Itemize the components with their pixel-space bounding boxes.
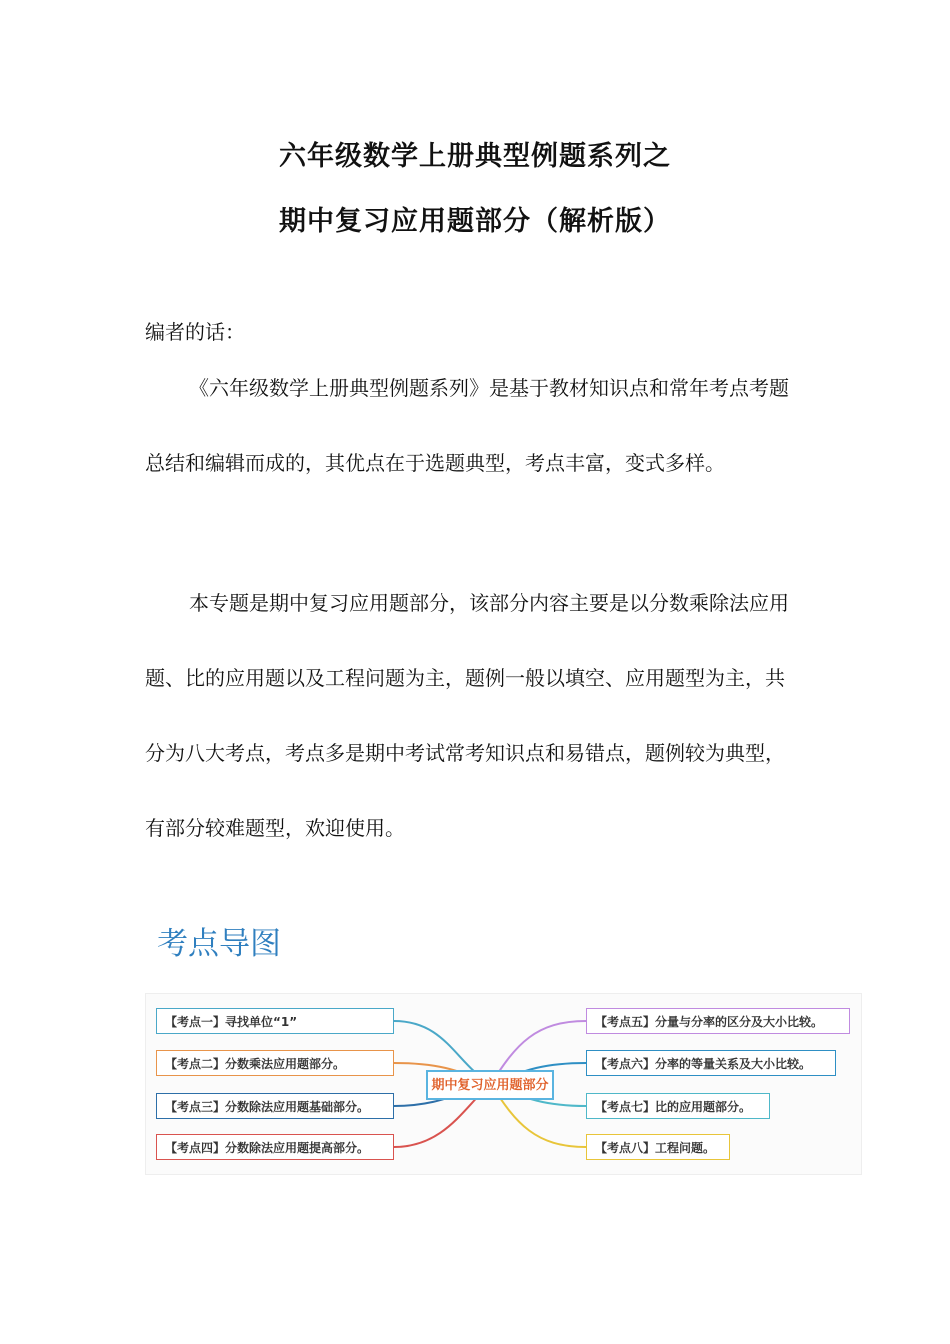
document-title-line2: 期中复习应用题部分（解析版） bbox=[279, 206, 671, 237]
mindmap-node-1: 【考点一】寻找单位“1” bbox=[156, 1008, 394, 1034]
mindmap-node-6: 【考点六】分率的等量关系及大小比较。 bbox=[586, 1050, 836, 1076]
document-title-line1: 六年级数学上册典型例题系列之 bbox=[279, 141, 671, 172]
mindmap-center-node: 期中复习应用题部分 bbox=[426, 1070, 554, 1100]
editor-label: 编者的话： bbox=[145, 320, 245, 344]
mindmap-node-5: 【考点五】分量与分率的区分及大小比较。 bbox=[586, 1008, 850, 1034]
mindmap-heading: 考点导图 bbox=[157, 926, 281, 962]
mindmap-node-4: 【考点四】分数除法应用题提高部分。 bbox=[156, 1134, 394, 1160]
intro-paragraph-2 bbox=[145, 566, 795, 866]
intro-paragraph-2-text: 本专题是期中复习应用题部分，该部分内容主要是以分数乘除法应用题、比的应用题以及工程问题为主，题例一般以填空、应用题型为主，共分为八大考点，考点多是期中考试常考知识点和易错点，题例较为典型，有部分较难题型，欢迎使用。 bbox=[145, 591, 789, 840]
mindmap-node-2: 【考点二】分数乘法应用题部分。 bbox=[156, 1050, 394, 1076]
mindmap-node-8: 【考点八】工程问题。 bbox=[586, 1134, 730, 1160]
mindmap-node-3: 【考点三】分数除法应用题基础部分。 bbox=[156, 1093, 394, 1119]
mindmap-figure bbox=[145, 993, 862, 1175]
intro-paragraph-1-text: 《六年级数学上册典型例题系列》是基于教材知识点和常年考点考题总结和编辑而成的，其优点在于选题典型，考点丰富，变式多样。 bbox=[145, 376, 789, 475]
mindmap-node-7: 【考点七】比的应用题部分。 bbox=[586, 1093, 770, 1119]
intro-paragraph-1 bbox=[145, 351, 795, 501]
